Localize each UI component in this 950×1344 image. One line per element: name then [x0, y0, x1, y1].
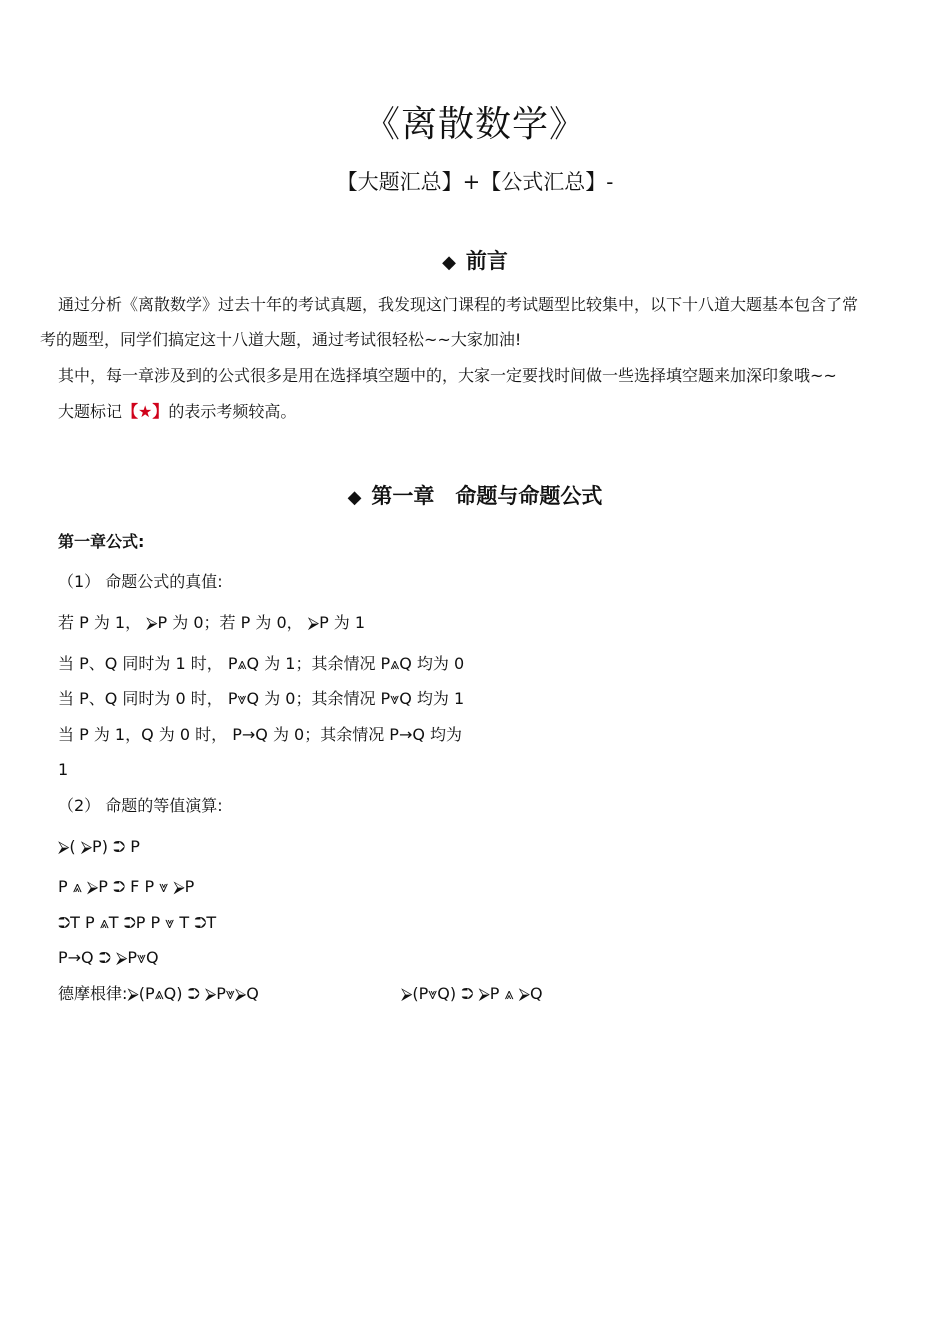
equivalence-line: ⮊T P ⩓T ⮊P P ⩔ T ⮊T [58, 913, 217, 932]
preface-paragraph-1-line-2: 考的题型，同学们搞定这十八道大题，通过考试很轻松~~大家加油! [40, 330, 522, 349]
diamond-icon: ◆ [442, 252, 456, 273]
equivalence-line: ⮚( ⮚P) ⮊ P [58, 837, 140, 856]
preface-paragraph-2: 其中，每一章涉及到的公式很多是用在选择填空题中的，大家一定要找时间做一些选择填空题来加深印象哦~~ [58, 366, 837, 385]
preface-p3-text-after: 的表示考频较高。 [168, 402, 297, 421]
chapter1-heading [0, 480, 950, 510]
document-subtitle: 【大题汇总】+【公式汇总】- [336, 170, 614, 194]
preface-p3-text-before: 大题标记 [58, 402, 123, 421]
preface-paragraph-3 [58, 401, 296, 423]
preface-heading-text: 前言 [465, 249, 508, 273]
truth-line: 1 [58, 760, 69, 779]
document-title: 《离散数学》 [363, 104, 586, 145]
equivalence-line: P→Q ⮊ ⮚P⩔Q [58, 948, 159, 967]
truth-line: 当 P、Q 同时为 0 时， P⩔Q 为 0；其余情况 P⩔Q 均为 1 [58, 689, 465, 708]
truth-line: 当 P、Q 同时为 1 时， P⩓Q 为 1；其余情况 P⩓Q 均为 0 [58, 654, 465, 673]
diamond-icon: ◆ [347, 487, 362, 508]
demorgan-law [58, 983, 259, 1005]
truth-line: 若 P 为 1， ⮚P 为 0；若 P 为 0， ⮚P 为 1 [58, 613, 366, 632]
chapter1-heading-text: 第一章 命题与命题公式 [371, 484, 603, 508]
demorgan-formula-1: ⮚(P⩓Q) ⮊ ⮚P⩔⮚Q [127, 984, 259, 1003]
star-mark: 【★】 [122, 402, 169, 421]
truth-line: 当 P 为 1，Q 为 0 时， P→Q 为 0；其余情况 P→Q 均为 [58, 725, 463, 744]
item1-title: （1） 命题公式的真值: [58, 572, 223, 591]
preface-heading [0, 245, 950, 275]
item2-title: （2） 命题的等值演算: [58, 796, 223, 815]
demorgan-label: 德摩根律: [58, 984, 128, 1003]
chapter1-formula-label: 第一章公式: [58, 532, 145, 551]
preface-paragraph-1-line-1: 通过分析《离散数学》过去十年的考试真题，我发现这门课程的考试题型比较集中，以下十八道大题基本包含了常 [58, 295, 859, 314]
equivalence-line: P ⩓ ⮚P ⮊ F P ⩔ ⮚P [58, 877, 195, 896]
demorgan-formula-2: ⮚(P⩔Q) ⮊ ⮚P ⩓ ⮚Q [401, 984, 543, 1003]
